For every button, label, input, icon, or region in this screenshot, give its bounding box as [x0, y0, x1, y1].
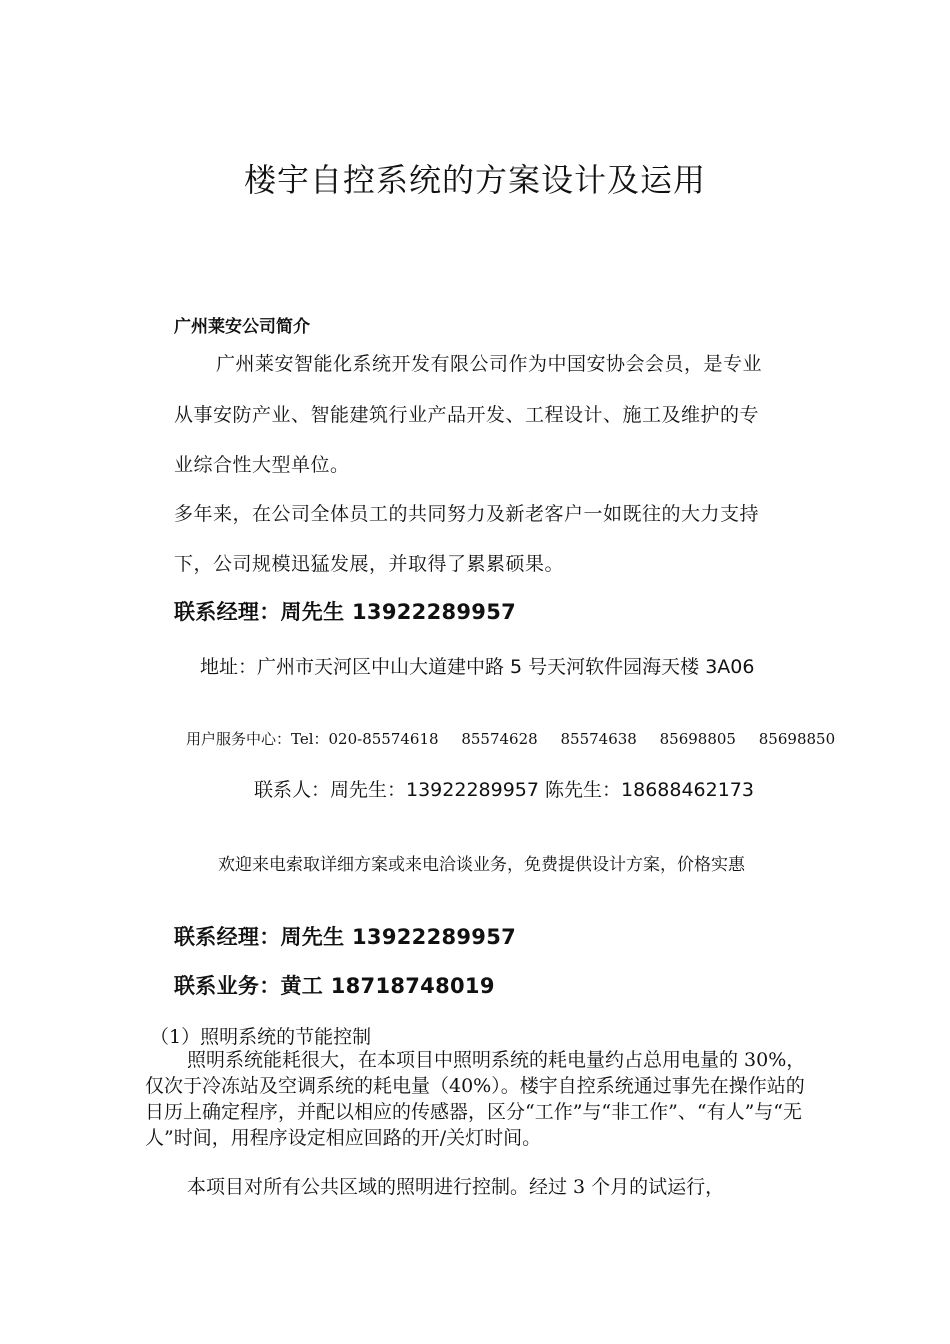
service-number: 85574638 [560, 730, 637, 748]
intro-line: 业综合性大型单位。 [174, 454, 350, 476]
service-center-line [186, 728, 853, 749]
contact-manager: 联系经理：周先生 13922289957 [174, 925, 517, 949]
contact-business: 联系业务：黄工 18718748019 [174, 974, 495, 998]
intro-line: 多年来，在公司全体员工的共同努力及新老客户一如既往的大力支持 [174, 503, 760, 525]
address-line: 地址：广州市天河区中山大道建中路 5 号天河软件园海天楼 3A06 [200, 656, 755, 678]
welcome-line: 欢迎来电索取详细方案或来电洽谈业务，免费提供设计方案，价格实惠 [218, 855, 745, 875]
service-number: 85698805 [659, 730, 736, 748]
intro-line: 下，公司规模迅猛发展，并取得了累累硕果。 [174, 553, 565, 575]
body-paragraph: 照明系统能耗很大，在本项目中照明系统的耗电量约占总用电量的 30%，仅次于冷冻站及空调系统的耗电量（40%）。楼宇自控系统通过事先在操作站的日历上确定程序，并配以相应的传感器，区分“工作”与“非工作”、“有人”与“无人”时间，用程序设定相应回路的开/关灯时间。 [145, 1049, 806, 1149]
service-number: 85698850 [758, 730, 836, 748]
intro-heading: 广州莱安公司简介 [174, 317, 310, 337]
contact-manager: 联系经理：周先生 13922289957 [174, 600, 517, 624]
contact-person-line: 联系人：周先生：13922289957 陈先生：18688462173 [254, 779, 754, 801]
service-label: 用户服务中心：Tel：020-85574618 [186, 730, 439, 748]
service-number: 85574628 [461, 730, 538, 748]
page-title: 楼宇自控系统的方案设计及运用 [243, 161, 706, 199]
intro-line: 从事安防产业、智能建筑行业产品开发、工程设计、施工及维护的专 [174, 404, 760, 426]
intro-line: 广州莱安智能化系统开发有限公司作为中国安协会会员，是专业 [216, 353, 763, 375]
section-heading: （1）照明系统的节能控制 [150, 1026, 372, 1048]
body-paragraph: 本项目对所有公共区域的照明进行控制。经过 3 个月的试运行， [187, 1176, 725, 1198]
